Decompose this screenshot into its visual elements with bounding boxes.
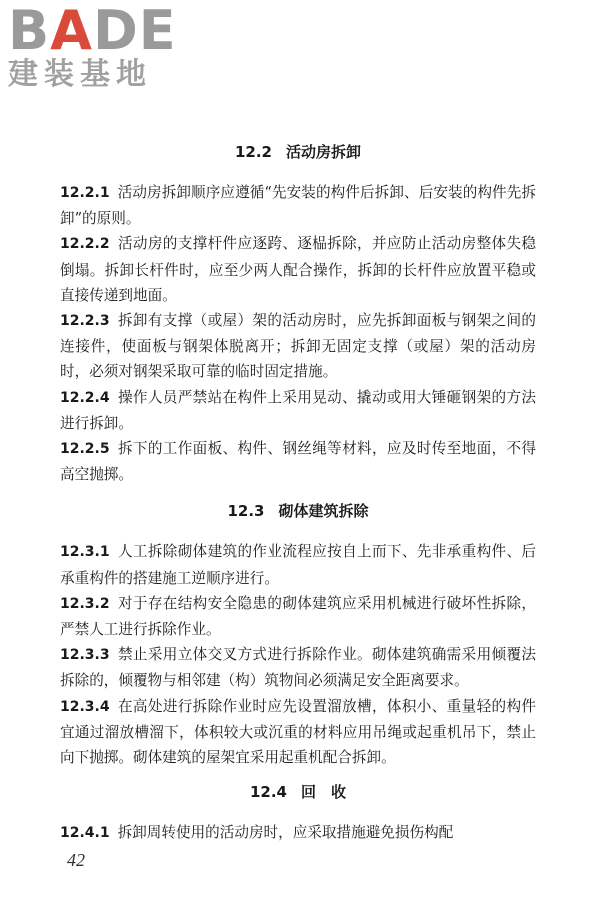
clause-text: 操作人员严禁站在构件上采用晃动、撬动或用大锤砸钢架的方法进行拆卸。 xyxy=(60,388,536,432)
clause xyxy=(60,820,536,846)
clause-number: 12.2.2 xyxy=(60,236,110,253)
clause-text: 禁止采用立体交叉方式进行拆除作业。砌体建筑确需采用倾覆法拆除的，倾覆物与相邻建（构）筑物间必须满足安全距离要求。 xyxy=(60,646,536,690)
clause xyxy=(60,436,536,487)
clause-number: 12.3.4 xyxy=(60,698,110,715)
section-heading xyxy=(60,499,536,523)
clause-text: 活动房拆卸顺序应遵循“先安装的构件后拆卸、后安装的构件先拆卸”的原则。 xyxy=(60,184,536,228)
logo-accent-letter: A xyxy=(50,0,93,62)
bade-logo xyxy=(8,0,183,96)
clause-number: 12.2.4 xyxy=(60,389,110,406)
document-body xyxy=(60,130,536,846)
clause-text: 拆卸有支撑（或屋）架的活动房时，应先拆卸面板与钢架之间的连接件，使面板与钢架体脱离开；拆卸无固定支撑（或屋）架的活动房时，必须对钢架采取可靠的临时固定措施。 xyxy=(60,312,536,381)
clause xyxy=(60,694,536,771)
clause-number: 12.2.1 xyxy=(60,185,110,201)
clause-text: 在高处进行拆除作业时应先设置溜放槽，体积小、重量轻的构件宜通过溜放槽溜下，体积较大或沉重的材料应用吊绳或起重机吊下，禁止向下抛掷。砌体建筑的屋架宜采用起重机配合拆卸。 xyxy=(60,697,536,767)
section-number: 12.4 xyxy=(249,783,287,802)
clause-text: 对于存在结构安全隐患的砌体建筑应采用机械进行破坏性拆除，严禁人工进行拆除作业。 xyxy=(60,594,536,639)
logo-subtitle: 建装基地 xyxy=(8,57,152,92)
clause xyxy=(60,642,536,693)
clause-text: 拆下的工作面板、构件、钢丝绳等材料，应及时传至地面，不得高空抛掷。 xyxy=(60,440,536,484)
clause-number: 12.2.5 xyxy=(60,441,110,458)
section-title: 砌体建筑拆除 xyxy=(278,502,369,521)
page-number: 42 xyxy=(67,850,85,870)
clause xyxy=(60,231,536,308)
logo-wordmark: BADE xyxy=(8,0,177,62)
clause-number: 12.4.1 xyxy=(60,825,110,842)
clause-number: 12.2.3 xyxy=(60,313,110,330)
section-heading xyxy=(60,780,536,804)
clause-number: 12.3.3 xyxy=(60,647,110,664)
clause xyxy=(60,180,536,231)
clause-number: 12.3.1 xyxy=(60,544,110,561)
section-heading xyxy=(60,140,536,164)
section-number: 12.3 xyxy=(227,502,265,521)
clause xyxy=(60,308,536,385)
clause-text: 活动房的支撑杆件应逐跨、逐榀拆除，并应防止活动房整体失稳倒塌。拆卸长杆件时，应至少两人配合操作，拆卸的长杆件应放置平稳或直接传递到地面。 xyxy=(60,235,536,304)
clause xyxy=(60,385,536,436)
clause-number: 12.3.2 xyxy=(60,595,110,612)
section-number: 12.2 xyxy=(234,143,272,161)
clause xyxy=(60,591,536,642)
section-title: 活动房拆卸 xyxy=(286,143,362,161)
clause xyxy=(60,539,536,590)
clause-text: 拆卸周转使用的活动房时，应采取措施避免损伤构配 xyxy=(117,824,454,842)
section-title: 回 收 xyxy=(301,783,347,802)
clause-text: 人工拆除砌体建筑的作业流程应按自上而下、先非承重构件、后承重构件的搭建施工逆顺序进行。 xyxy=(60,543,536,587)
